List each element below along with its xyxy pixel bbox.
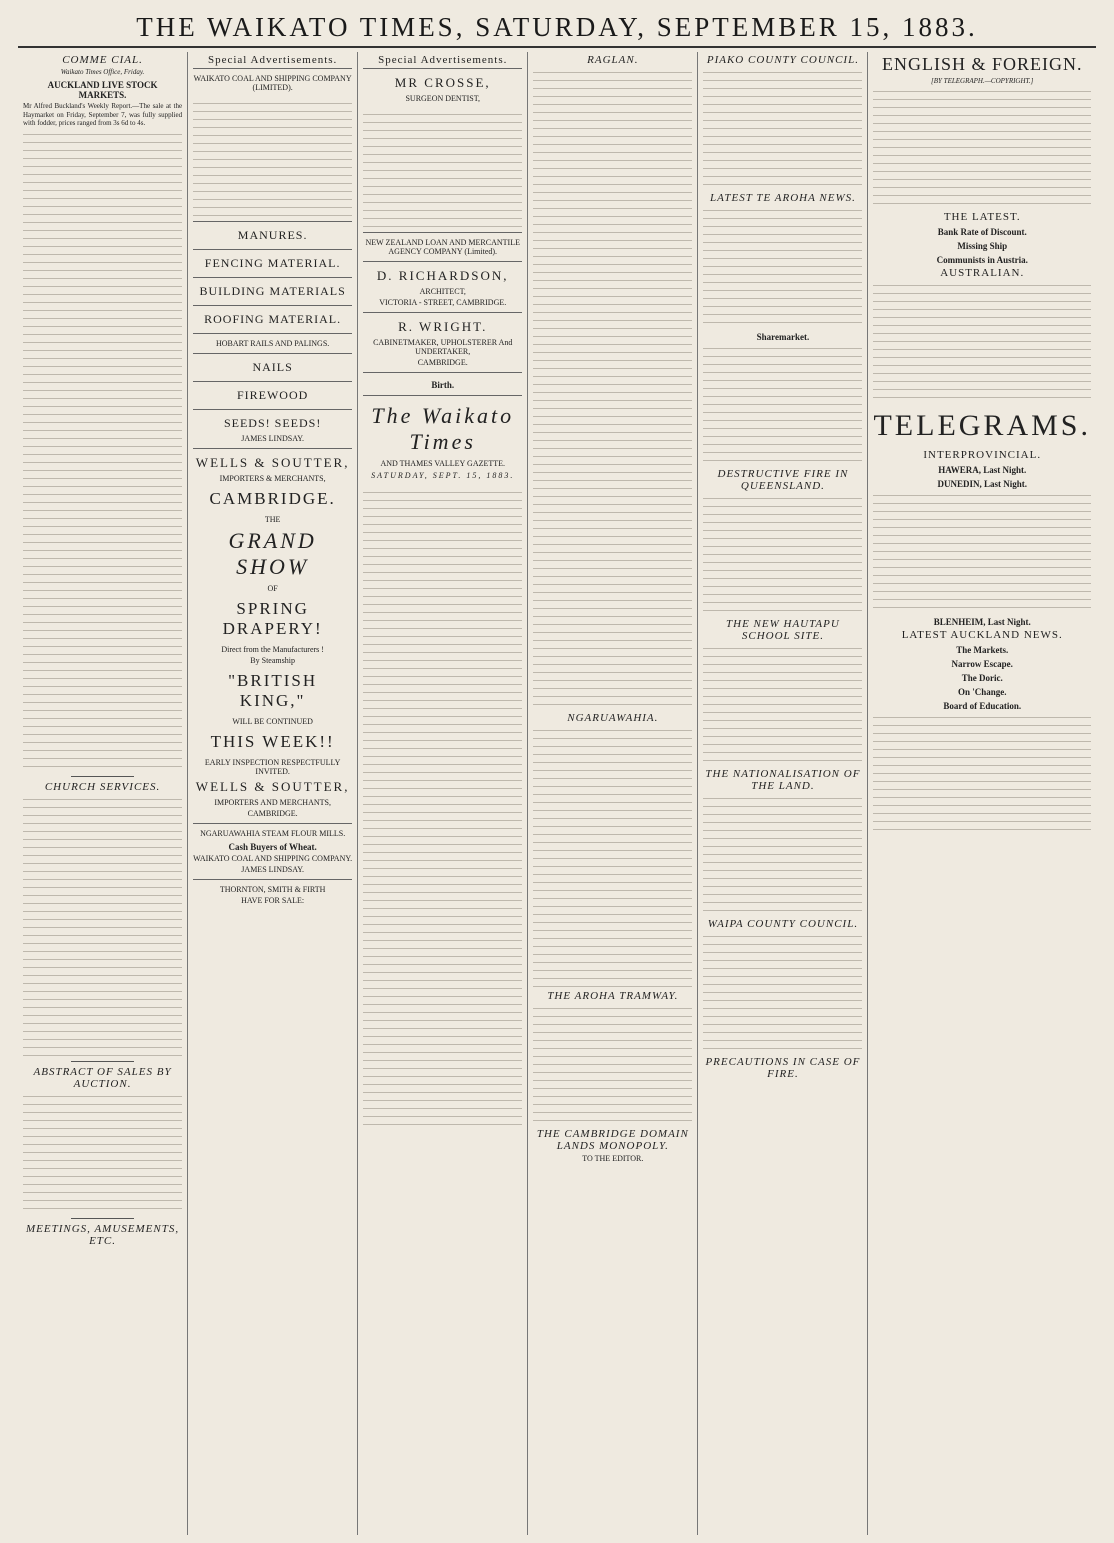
ad-body-text: [193, 101, 352, 221]
ad-wheat-co: WAIKATO COAL AND SHIPPING COMPANY.: [193, 854, 353, 863]
paper-date: SATURDAY, SEPT. 15, 1883.: [371, 471, 515, 480]
ad-body-text: [363, 112, 522, 232]
ad-title: MANURES.: [237, 228, 308, 242]
ad-town-2: CAMBRIDGE.: [247, 809, 298, 818]
ad-direct: Direct from the Manufacturers !: [221, 645, 324, 654]
ad-of: OF: [267, 584, 278, 593]
doric-heading: The Doric.: [961, 673, 1003, 683]
ad-ship: "BRITISH KING,": [228, 671, 318, 710]
paper-subtitle: AND THAMES VALLEY GAZETTE.: [380, 459, 506, 468]
school-text: [703, 646, 862, 766]
ad-wheat: Cash Buyers of Wheat.: [228, 842, 317, 852]
aroha-heading: LATEST TE AROHA NEWS.: [709, 192, 856, 204]
raglan-heading: RAGLAN.: [587, 54, 639, 66]
ad-subtitle: CABINETMAKER, UPHOLSTERER And UNDERTAKER,: [373, 338, 513, 356]
masthead-title: THE WAIKATO TIMES, SATURDAY, SEPTEMBER 15, 1883.: [136, 12, 978, 42]
ad-fencing: [193, 249, 352, 277]
ad-building: [193, 277, 352, 305]
ad-title: FENCING MATERIAL.: [204, 256, 341, 270]
fire-heading: DESTRUCTIVE FIRE IN QUEENSLAND.: [717, 468, 849, 492]
ad-richardson: [363, 261, 522, 312]
interprovincial-heading: INTERPROVINCIAL.: [923, 449, 1042, 461]
english-foreign-heading: ENGLISH & FOREIGN.: [881, 54, 1083, 74]
ad-thornton: [193, 879, 352, 910]
abstract-heading: ABSTRACT OF SALES BY AUCTION.: [33, 1065, 172, 1090]
church-heading: CHURCH SERVICES.: [44, 780, 161, 793]
telegraph-note: [BY TELEGRAPH.—COPYRIGHT.]: [931, 77, 1034, 85]
divider: [71, 1218, 135, 1219]
meetings-heading: MEETINGS, AMUSEMENTS, ETC.: [25, 1222, 180, 1247]
tramway-text: [533, 1006, 692, 1126]
special-ads-heading: Special Advertisements.: [378, 54, 508, 66]
ad-grand-show: GRAND SHOW: [228, 528, 317, 579]
ad-seeds: [193, 409, 352, 448]
ad-title: HOBART RAILS AND PALINGS.: [215, 339, 330, 348]
nationalisation-text: [703, 796, 862, 916]
church-body-text: [23, 797, 182, 1057]
ad-hobart: [193, 333, 352, 353]
ad-title: D. RICHARDSON,: [376, 268, 509, 283]
column-special-ads-2: [358, 52, 528, 1535]
special-ads-heading: Special Advertisements.: [207, 54, 338, 66]
paper-name: The Waikato Times: [371, 403, 515, 454]
education-text: [873, 715, 1091, 835]
ad-coal-shipping: [193, 68, 352, 97]
ad-signature: JAMES LINDSAY.: [241, 434, 304, 443]
ad-flour-mills: [193, 823, 352, 879]
latest-heading: THE LATEST.: [943, 211, 1021, 223]
ad-spring: SPRING DRAPERY!: [222, 599, 323, 638]
ad-subtitle: ARCHITECT,: [419, 287, 466, 296]
columns: [18, 52, 1096, 1535]
ad-title: R. WRIGHT.: [398, 319, 488, 334]
hawera-heading: HAWERA, Last Night.: [938, 465, 1027, 475]
ad-wheat-sig: JAMES LINDSAY.: [241, 865, 304, 874]
ad-firewood: [193, 381, 352, 409]
waipa-text: [703, 934, 862, 1054]
commercial-heading: COMME CIAL.: [62, 54, 143, 66]
ad-title: MR CROSSE,: [394, 75, 491, 90]
paper-nameplate: [363, 395, 522, 486]
waipa-heading: WAIPA COUNTY COUNCIL.: [707, 918, 859, 930]
fire-text: [703, 496, 862, 616]
dunedin-text: [873, 493, 1091, 613]
ad-nz-loan: [363, 232, 522, 261]
ad-roofing: [193, 305, 352, 333]
precautions-heading: PRECAUTIONS IN CASE OF FIRE.: [705, 1056, 861, 1080]
ad-title: WELLS & SOUTTER,: [195, 455, 350, 470]
communists-heading: Communists in Austria.: [936, 255, 1028, 265]
ad-wright: [363, 312, 522, 372]
birth-notice: [363, 372, 522, 395]
ngaruawahia-text: [533, 728, 692, 988]
column-special-ads-1: [188, 52, 358, 1535]
editorial-text: [363, 490, 522, 1130]
ngaruawahia-heading: NGARUAWAHIA.: [567, 712, 659, 724]
divider: [71, 776, 135, 777]
ad-early: EARLY INSPECTION RESPECTFULLY INVITED.: [204, 758, 341, 776]
commercial-subhead: Waikato Times Office, Friday.: [60, 68, 145, 76]
ad-continued: WILL BE CONTINUED: [232, 717, 313, 726]
ad-manures: [193, 221, 352, 249]
column-english-foreign: [868, 52, 1096, 1535]
nationalisation-heading: THE NATIONALISATION OF THE LAND.: [705, 768, 861, 792]
education-heading: Board of Education.: [943, 701, 1022, 711]
tramway-heading: THE AROHA TRAMWAY.: [547, 990, 679, 1002]
ad-title: NGARUAWAHIA STEAM FLOUR MILLS.: [200, 829, 346, 838]
ad-title: THORNTON, SMITH & FIRTH: [219, 885, 326, 894]
column-raglan: [528, 52, 698, 1535]
ad-wells-soutter: [193, 448, 352, 823]
missing-heading: Missing Ship: [957, 241, 1008, 251]
ad-title: NEW ZEALAND LOAN AND MERCANTILE AGENCY COMPANY (Limited).: [365, 238, 520, 256]
abstract-body-text: [23, 1094, 182, 1214]
foreign-text: [873, 89, 1091, 209]
ad-crosse: [363, 68, 522, 108]
dunedin-heading: DUNEDIN, Last Night.: [937, 479, 1027, 489]
to-editor: TO THE EDITOR.: [582, 1154, 644, 1163]
ad-subtitle: HAVE FOR SALE:: [241, 896, 305, 905]
divider: [71, 1061, 135, 1062]
ad-subtitle-2: IMPORTERS AND MERCHANTS,: [214, 798, 331, 807]
ad-title: WAIKATO COAL AND SHIPPING COMPANY (LIMITED).: [193, 74, 352, 92]
markets-heading: The Markets.: [956, 645, 1009, 655]
ad-town: CAMBRIDGE.: [417, 358, 468, 367]
commercial-text: Mr Alfred Buckland's Weekly Report.—The sale at the Haymarket on Friday, September 7, was fully supplied with fodder, prices ranged from 3s 6d to 4s.: [23, 102, 183, 127]
piako-text: [703, 70, 862, 190]
column-commercial: [18, 52, 188, 1535]
ad-the: THE: [264, 515, 281, 524]
livestock-lead: AUCKLAND LIVE STOCK MARKETS.: [47, 80, 158, 100]
masthead-rule: [18, 46, 1096, 48]
ad-title: FIREWOOD: [236, 388, 309, 402]
piako-heading: PIAKO COUNTY COUNCIL.: [706, 54, 859, 66]
sharemarket-text: [703, 346, 862, 466]
change-heading: On 'Change.: [957, 687, 1007, 697]
column-piako: [698, 52, 868, 1535]
ad-address: VICTORIA - STREET, CAMBRIDGE.: [379, 298, 507, 307]
auckland-news-heading: LATEST AUCKLAND NEWS.: [901, 629, 1063, 641]
domain-heading: THE CAMBRIDGE DOMAIN LANDS MONOPOLY.: [536, 1128, 689, 1152]
australian-heading: AUSTRALIAN.: [940, 267, 1025, 279]
school-heading: THE NEW HAUTAPU SCHOOL SITE.: [726, 618, 840, 642]
ad-title: SEEDS! SEEDS!: [223, 416, 322, 430]
bank-heading: Bank Rate of Discount.: [937, 227, 1027, 237]
ad-steamship: By Steamship: [250, 656, 295, 665]
aroha-text: [703, 208, 862, 328]
ad-title: ROOFING MATERIAL.: [204, 312, 342, 326]
raglan-text: [533, 70, 692, 710]
ad-title: BUILDING MATERIALS: [199, 284, 346, 298]
australian-text: [873, 283, 1091, 403]
sharemarket-heading: Sharemarket.: [756, 332, 810, 342]
ad-town: CAMBRIDGE.: [209, 489, 336, 508]
birth-heading: Birth.: [431, 380, 455, 390]
ad-subtitle: IMPORTERS & MERCHANTS,: [219, 474, 326, 483]
ad-this-week: THIS WEEK!!: [210, 732, 335, 751]
narrow-heading: Narrow Escape.: [951, 659, 1013, 669]
ad-subtitle: SURGEON DENTIST,: [405, 94, 480, 103]
ad-title: NAILS: [252, 360, 293, 374]
ad-title-2: WELLS & SOUTTER,: [195, 779, 350, 794]
telegrams-heading: TELEGRAMS.: [873, 409, 1091, 442]
commercial-body-text: [23, 132, 182, 772]
ad-nails: [193, 353, 352, 381]
blenheim-heading: BLENHEIM, Last Night.: [933, 617, 1031, 627]
